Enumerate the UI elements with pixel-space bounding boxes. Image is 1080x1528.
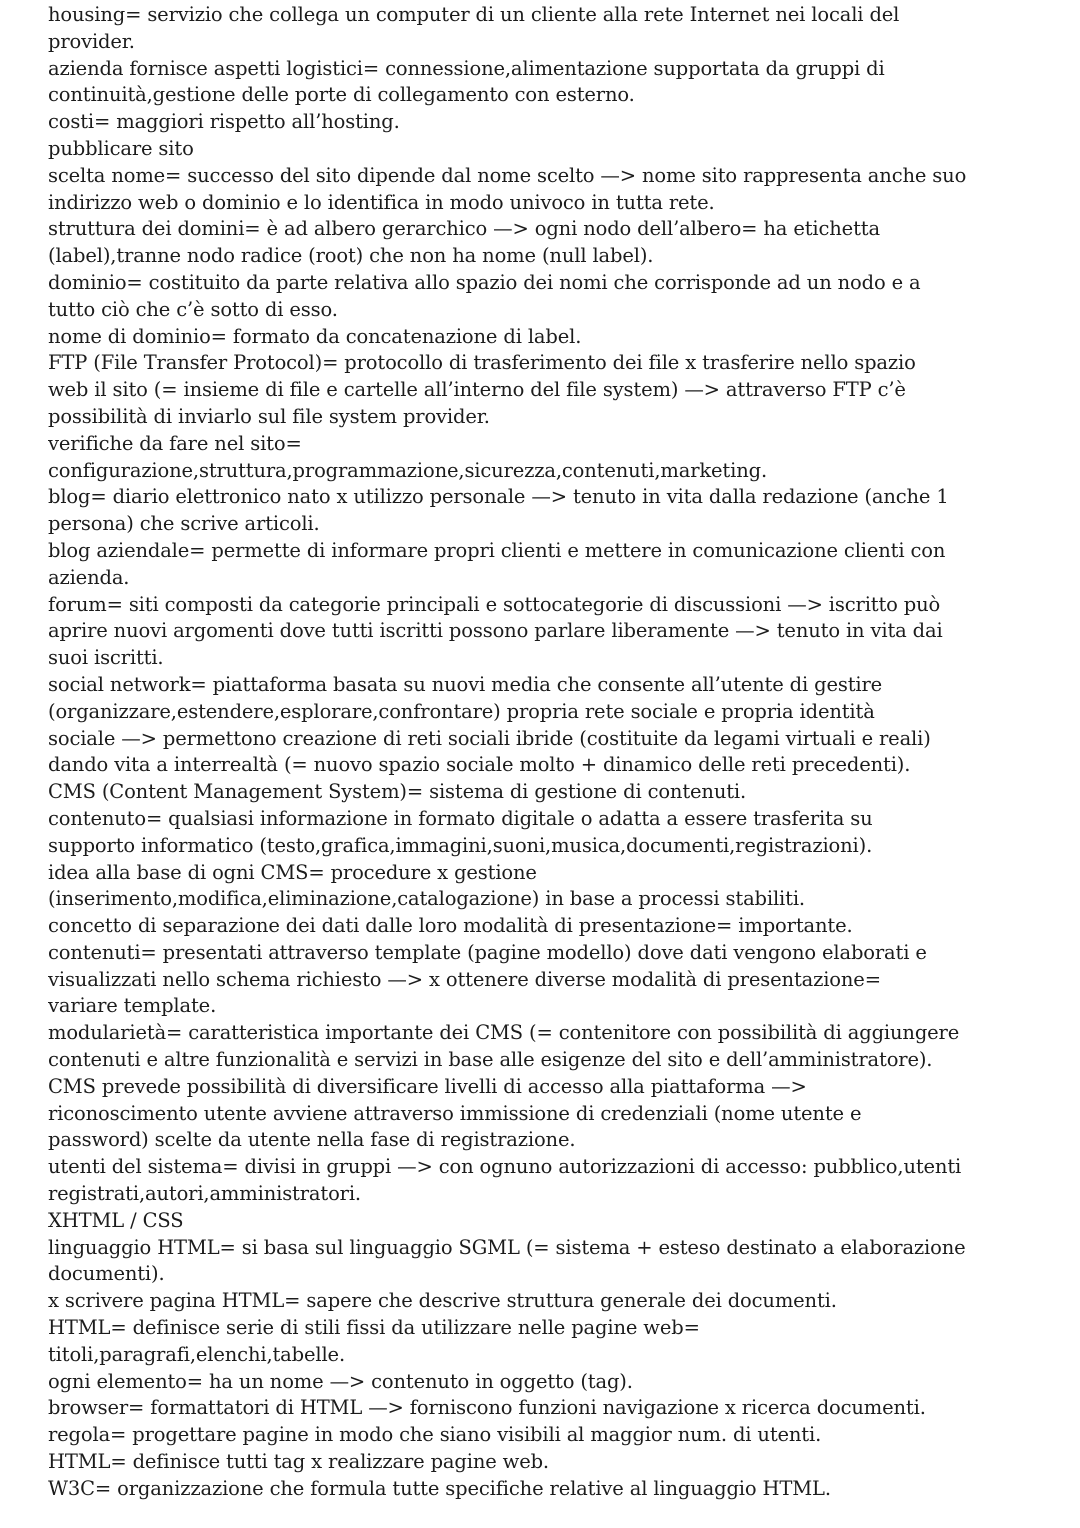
text-line: riconoscimento utente avviene attraverso immissione di credenziali (nome utente e [48, 1101, 862, 1125]
text-line: indirizzo web o dominio e lo identifica in modo univoco in tutta rete. [48, 190, 715, 214]
text-line: social network= piattaforma basata su nuovi media che consente all’utente di gestire [48, 672, 883, 696]
text-line: idea alla base di ogni CMS= procedure x gestione [48, 860, 537, 884]
text-line: CMS prevede possibilità di diversificare livelli di accesso alla piattaforma —> [48, 1074, 807, 1098]
text-line: W3C= organizzazione che formula tutte specifiche relative al linguaggio HTML. [48, 1476, 831, 1500]
text-line: costi= maggiori rispetto all’hosting. [48, 110, 400, 134]
text-line: pubblicare sito [48, 136, 194, 160]
section-heading: XHTML / CSS [48, 1208, 184, 1232]
text-line: continuità,gestione delle porte di collegamento con esterno. [48, 83, 635, 107]
text-line: registrati,autori,amministratori. [48, 1182, 361, 1206]
text-line: (label),tranne nodo radice (root) che non ha nome (null label). [48, 244, 654, 268]
text-line: contenuti e altre funzionalità e servizi in base alle esigenze del sito e dell’amministratore). [48, 1048, 933, 1072]
text-line: nome di dominio= formato da concatenazione di label. [48, 324, 582, 348]
text-line: linguaggio HTML= si basa sul linguaggio SGML (= sistema + esteso destinato a elaborazione [48, 1235, 966, 1259]
text-line: supporto informatico (testo,grafica,immagini,suoni,musica,documenti,registrazioni). [48, 833, 873, 857]
text-line: utenti del sistema= divisi in gruppi —> con ognuno autorizzazioni di accesso: pubblico,utenti [48, 1155, 962, 1179]
text-line: scelta nome= successo del sito dipende dal nome scelto —> nome sito rappresenta anche suo [48, 163, 967, 187]
text-line: HTML= definisce tutti tag x realizzare pagine web. [48, 1450, 549, 1474]
text-line: provider. [48, 29, 135, 53]
text-line: documenti). [48, 1262, 165, 1286]
text-line: blog aziendale= permette di informare propri clienti e mettere in comunicazione clienti con [48, 538, 946, 562]
text-line: browser= formattatori di HTML —> forniscono funzioni navigazione x ricerca documenti. [48, 1396, 926, 1420]
text-line: visualizzati nello schema richiesto —> x ottenere diverse modalità di presentazione= [48, 967, 881, 991]
text-line: sociale —> permettono creazione di reti sociali ibride (costituite da legami virtuali e reali) [48, 726, 931, 750]
text-line: modularietà= caratteristica importante dei CMS (= contenitore con possibilità di aggiungere [48, 1021, 960, 1045]
text-line: tutto ciò che c’è sotto di esso. [48, 297, 338, 321]
text-line: configurazione,struttura,programmazione,sicurezza,contenuti,marketing. [48, 458, 767, 482]
text-line: possibilità di inviarlo sul file system provider. [48, 404, 490, 428]
text-line: x scrivere pagina HTML= sapere che descrive struttura generale dei documenti. [48, 1289, 837, 1313]
text-line: contenuti= presentati attraverso template (pagine modello) dove dati vengono elaborati e [48, 940, 927, 964]
text-line: azienda. [48, 565, 130, 589]
text-line: ogni elemento= ha un nome —> contenuto in oggetto (tag). [48, 1369, 633, 1393]
text-line: (organizzare,estendere,esplorare,confrontare) propria rete sociale e propria identità [48, 699, 875, 723]
text-line: FTP (File Transfer Protocol)= protocollo di trasferimento dei file x trasferire nello spazio [48, 351, 916, 375]
text-line: struttura dei domini= è ad albero gerarchico —> ogni nodo dell’albero= ha etichetta [48, 217, 880, 241]
text-line: persona) che scrive articoli. [48, 512, 320, 536]
text-line: CMS (Content Management System)= sistema di gestione di contenuti. [48, 780, 747, 804]
text-line: suoi iscritti. [48, 646, 164, 670]
text-line: password) scelte da utente nella fase di registrazione. [48, 1128, 576, 1152]
text-line: dominio= costituito da parte relativa allo spazio dei nomi che corrisponde ad un nodo e a [48, 270, 921, 294]
text-line: HTML= definisce serie di stili fissi da utilizzare nelle pagine web= [48, 1316, 700, 1340]
text-line: variare template. [48, 994, 217, 1018]
text-line: aprire nuovi argomenti dove tutti iscritti possono parlare liberamente —> tenuto in vita dai [48, 619, 943, 643]
text-line: azienda fornisce aspetti logistici= connessione,alimentazione supportata da gruppi di [48, 56, 885, 80]
text-line: forum= siti composti da categorie principali e sottocategorie di discussioni —> iscritto può [48, 592, 941, 616]
text-line: verifiche da fare nel sito= [48, 431, 302, 455]
text-line: blog= diario elettronico nato x utilizzo personale —> tenuto in vita dalla redazione (anche 1 [48, 485, 949, 509]
text-line: (inserimento,modifica,eliminazione,catalogazione) in base a processi stabiliti. [48, 887, 805, 911]
text-line: housing= servizio che collega un computer di un cliente alla rete Internet nei locali del [48, 3, 900, 26]
text-line: titoli,paragrafi,elenchi,tabelle. [48, 1342, 345, 1366]
text-line: contenuto= qualsiasi informazione in formato digitale o adatta a essere trasferita su [48, 806, 873, 830]
text-line: concetto di separazione dei dati dalle loro modalità di presentazione= importante. [48, 914, 853, 938]
text-line: regola= progettare pagine in modo che siano visibili al maggior num. di utenti. [48, 1423, 822, 1447]
text-line: dando vita a interrealtà (= nuovo spazio sociale molto + dinamico delle reti precedenti). [48, 753, 911, 777]
text-line: web il sito (= insieme di file e cartelle all’interno del file system) —> attraverso FTP c’è [48, 378, 906, 402]
